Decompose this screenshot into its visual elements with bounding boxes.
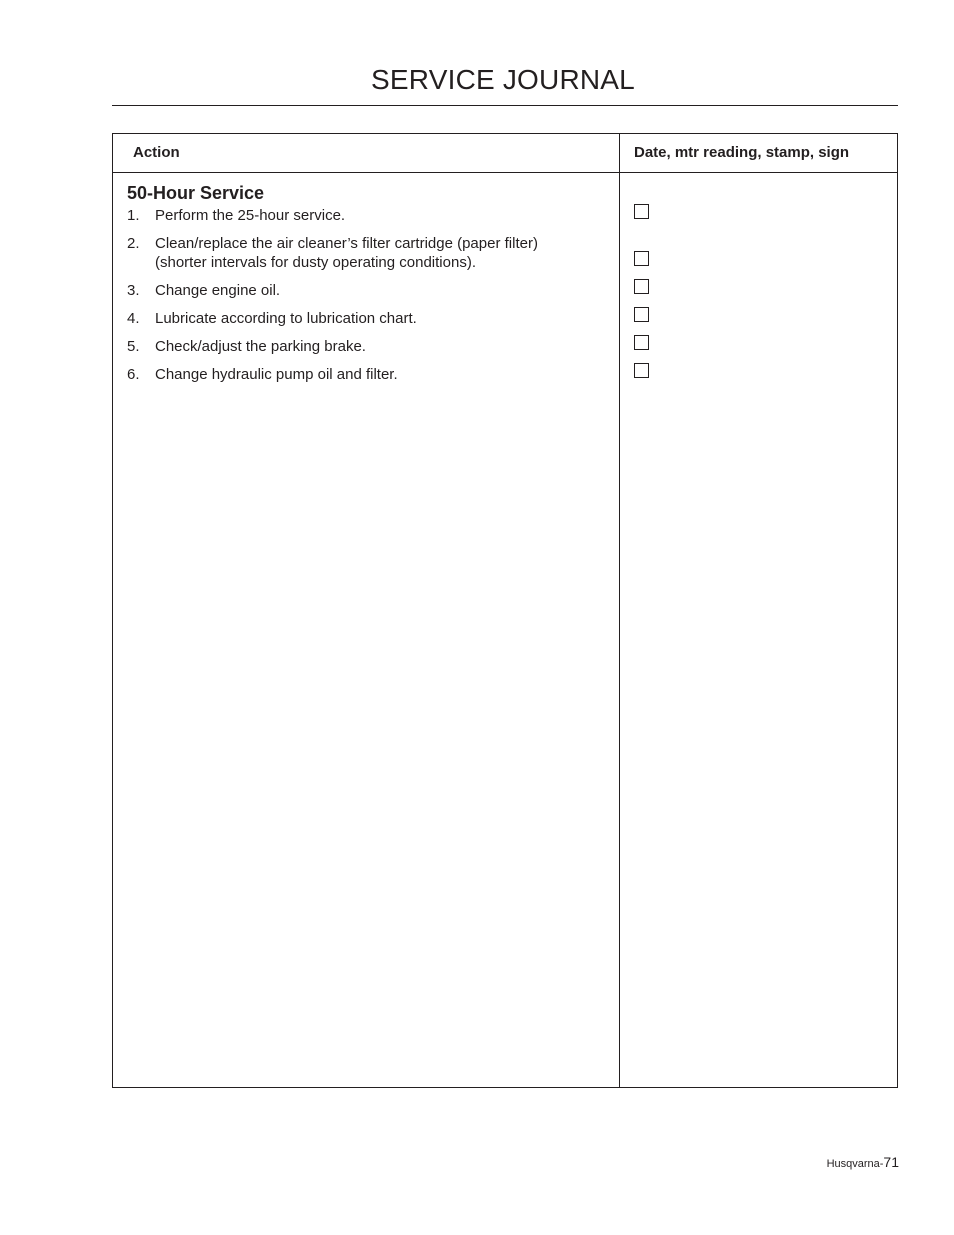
page-footer xyxy=(827,1154,899,1172)
task-number: 2. xyxy=(127,235,140,252)
task-number: 3. xyxy=(127,282,140,299)
column-divider xyxy=(619,134,620,1087)
page-title: SERVICE JOURNAL xyxy=(371,64,635,95)
task-5-checkbox[interactable] xyxy=(634,335,649,350)
task-item xyxy=(127,365,597,384)
task-number: 4. xyxy=(127,310,140,327)
task-text: Change hydraulic pump oil and filter. xyxy=(155,366,398,383)
header-divider xyxy=(113,172,897,173)
task-list xyxy=(127,206,597,393)
task-item xyxy=(127,206,597,225)
section-heading: 50-Hour Service xyxy=(127,183,265,203)
task-item xyxy=(127,281,597,300)
title-divider xyxy=(112,105,898,106)
task-text: Lubricate according to lubrication chart. xyxy=(155,310,417,327)
task-item xyxy=(127,234,565,272)
task-text: Check/adjust the parking brake. xyxy=(155,338,366,355)
task-1-checkbox[interactable] xyxy=(634,204,649,219)
task-4-checkbox[interactable] xyxy=(634,307,649,322)
task-item xyxy=(127,337,597,356)
task-item xyxy=(127,309,597,328)
task-number: 5. xyxy=(127,338,140,355)
column-header-date: Date, mtr reading, stamp, sign xyxy=(634,144,850,161)
task-number: 1. xyxy=(127,207,140,224)
task-text: Clean/replace the air cleaner’s filter cartridge (paper filter) (shorter intervals for dusty operating conditions). xyxy=(155,235,538,271)
task-6-checkbox[interactable] xyxy=(634,363,649,378)
task-text: Perform the 25-hour service. xyxy=(155,207,346,224)
service-journal-table xyxy=(112,133,898,1088)
task-number: 6. xyxy=(127,366,140,383)
page-number: 71 xyxy=(883,1154,899,1170)
column-header-action: Action xyxy=(133,144,180,161)
task-2-checkbox[interactable] xyxy=(634,251,649,266)
task-3-checkbox[interactable] xyxy=(634,279,649,294)
task-text: Change engine oil. xyxy=(155,282,281,299)
footer-brand: Husqvarna- xyxy=(826,1158,884,1170)
